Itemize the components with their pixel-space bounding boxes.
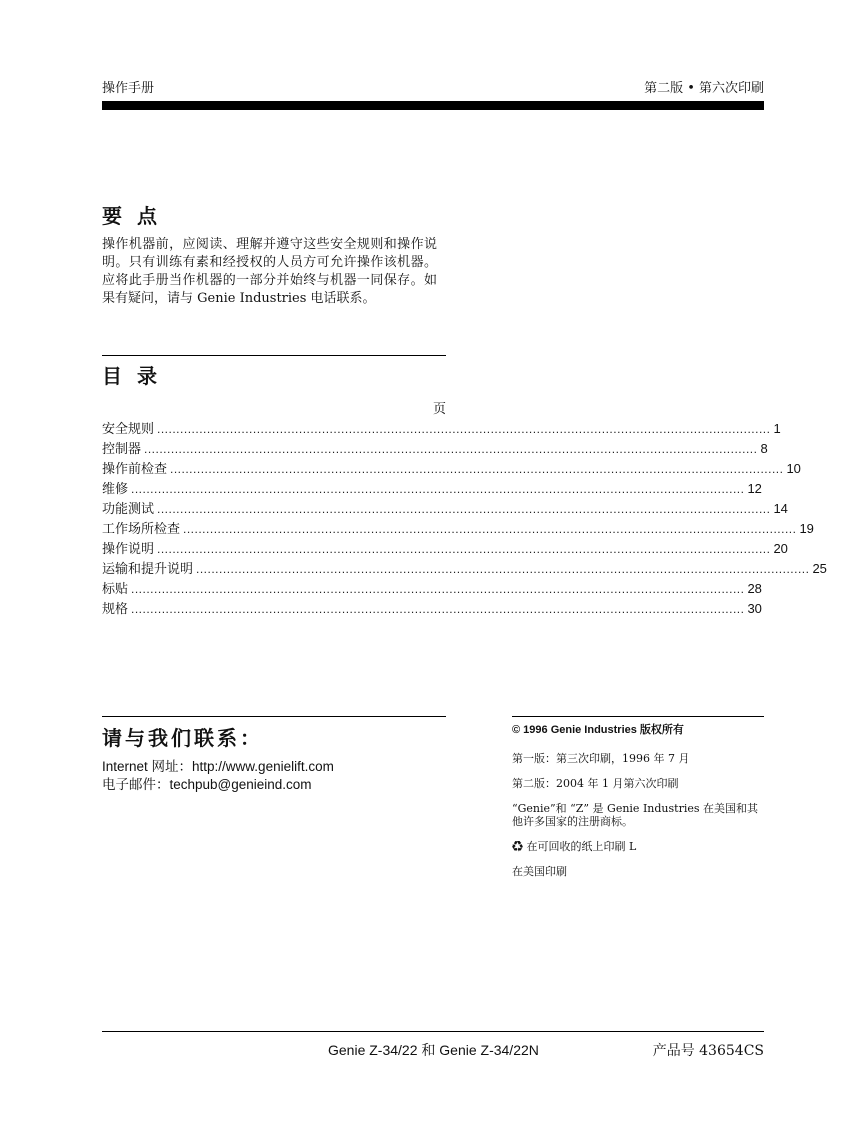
internet-label: Internet 网址： (102, 759, 193, 774)
toc-entry-page: 12 (747, 481, 762, 496)
copyright-divider (512, 716, 764, 717)
toc-entry-page: 30 (747, 601, 762, 616)
toc-entry[interactable] (102, 458, 801, 478)
toc-list (102, 418, 827, 618)
toc-entry[interactable] (102, 518, 814, 538)
copyright-block (512, 721, 764, 878)
toc-entry[interactable] (102, 598, 762, 618)
first-edition-line: 第一版：第三次印刷，1996 年 7 月 (512, 752, 690, 765)
toc-leader: ................................................................................................................................................................ (183, 522, 797, 536)
header-edition: 第二版 • 第六次印刷 (644, 81, 764, 96)
toc-entry[interactable] (102, 498, 788, 518)
toc-entry-label: 规格 (102, 602, 129, 617)
toc-entry-page: 28 (747, 581, 762, 596)
toc-entry[interactable] (102, 478, 762, 498)
header-manual-title: 操作手册 (102, 81, 155, 96)
printed-in-usa: 在美国印刷 (512, 865, 567, 878)
toc-entry-page: 20 (773, 541, 788, 556)
trademark-notice: “Genie”和 “Z” 是 Genie Industries 在美国和其他许多国家的注册商标。 (512, 802, 758, 828)
toc-leader: ................................................................................................................................................................ (157, 542, 771, 556)
toc-entry-label: 运输和提升说明 (102, 562, 194, 577)
toc-divider (102, 355, 446, 356)
contact-title: 请与我们联系： (102, 726, 263, 750)
key-points-title: 要 点 (102, 204, 161, 228)
toc-entry-page: 8 (760, 441, 768, 456)
toc-entry-page: 10 (786, 461, 801, 476)
toc-leader: ................................................................................................................................................................ (196, 562, 810, 576)
toc-entry[interactable] (102, 538, 788, 558)
internet-link[interactable]: http://www.genielift.com (192, 759, 334, 774)
toc-entry-label: 操作说明 (102, 542, 155, 557)
email-link[interactable]: techpub@genieind.com (169, 777, 312, 792)
key-points-body: 操作机器前，应阅读、理解并遵守这些安全规则和操作说明。只有训练有素和经授权的人员方可允许操作该机器。应将此手册当作机器的一部分并始终与机器一同保存。如果有疑问，请与 Genie Industries 电话联系。 (102, 237, 437, 306)
toc-leader: ................................................................................................................................................................ (131, 582, 745, 596)
toc-leader: ................................................................................................................................................................ (157, 422, 771, 436)
toc-entry-page: 19 (799, 521, 814, 536)
footer-model: Genie Z-34/22 和 Genie Z-34/22N (328, 1042, 539, 1058)
contact-email-row (102, 776, 334, 794)
copyright-title: © 1996 Genie Industries 版权所有 (512, 724, 684, 736)
contact-internet-row (102, 758, 334, 776)
toc-entry[interactable] (102, 418, 781, 438)
toc-entry[interactable] (102, 558, 827, 578)
toc-entry-page: 14 (773, 501, 788, 516)
toc-leader: ................................................................................................................................................................ (170, 462, 784, 476)
toc-entry-label: 工作场所检查 (102, 522, 181, 537)
footer-divider (102, 1031, 764, 1032)
toc-entry-label: 安全规则 (102, 422, 155, 437)
recycled-paper-line (512, 840, 764, 853)
contact-info (102, 758, 334, 794)
toc-entry[interactable] (102, 438, 768, 458)
toc-leader: ................................................................................................................................................................ (157, 502, 771, 516)
second-edition-line: 第二版：2004 年 1 月第六次印刷 (512, 777, 679, 790)
toc-entry-label: 功能测试 (102, 502, 155, 517)
toc-entry-label: 操作前检查 (102, 462, 168, 477)
toc-leader: ................................................................................................................................................................ (131, 602, 745, 616)
toc-title: 目 录 (102, 364, 161, 388)
recycle-icon: ♻ (512, 840, 523, 853)
toc-entry-label: 维修 (102, 482, 129, 497)
toc-page-header: 页 (432, 402, 446, 417)
header-bar (102, 101, 764, 110)
toc-entry-label: 控制器 (102, 442, 142, 457)
footer-part-number: 产品号 43654CS (652, 1043, 764, 1059)
toc-entry[interactable] (102, 578, 762, 598)
toc-leader: ................................................................................................................................................................ (131, 482, 745, 496)
email-label: 电子邮件： (102, 777, 170, 793)
recycled-paper-text: 在可回收的纸上印刷 L (526, 840, 637, 853)
toc-leader: ................................................................................................................................................................ (144, 442, 758, 456)
contact-divider (102, 716, 446, 717)
toc-entry-page: 1 (773, 421, 781, 436)
toc-entry-label: 标贴 (102, 582, 129, 597)
toc-entry-page: 25 (812, 561, 827, 576)
